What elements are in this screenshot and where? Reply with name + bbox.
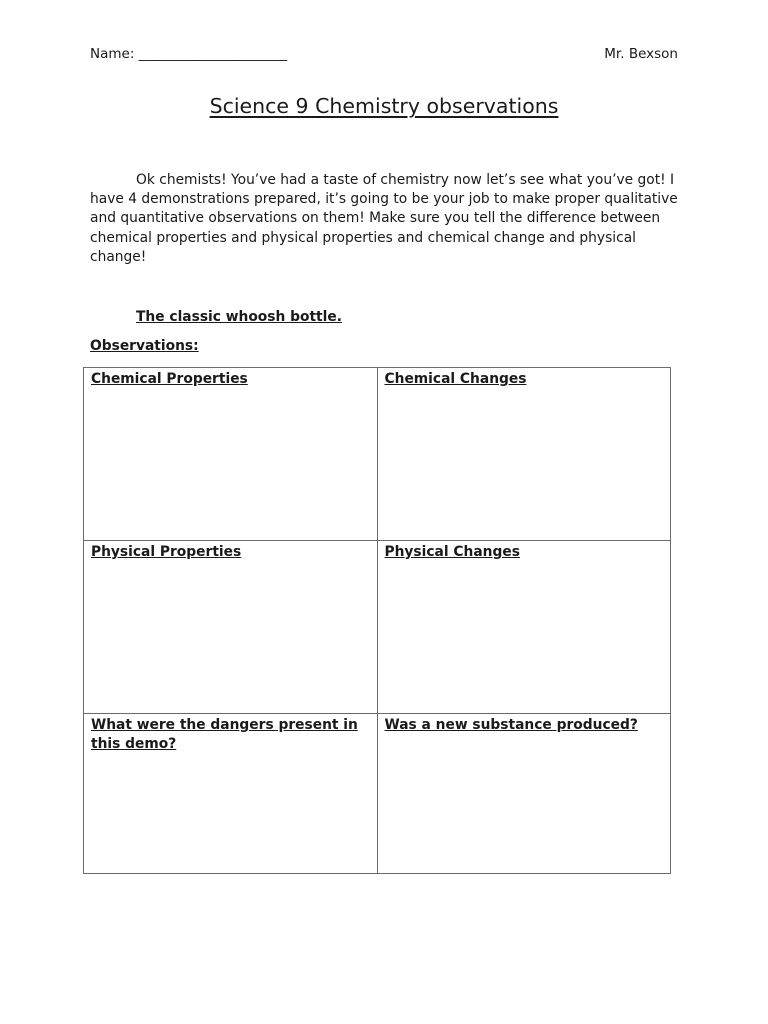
chemical-properties-heading: Chemical Properties xyxy=(91,371,248,387)
new-substance-heading: Was a new substance produced? xyxy=(384,717,638,733)
teacher-name: Mr. Bexson xyxy=(604,46,678,62)
physical-changes-heading: Physical Changes xyxy=(384,544,520,560)
dangers-heading: What were the dangers present in this demo? xyxy=(91,717,358,752)
header-row xyxy=(90,45,678,63)
physical-properties-heading: Physical Properties xyxy=(91,544,242,560)
new-substance-cell[interactable] xyxy=(377,714,671,874)
observations-table xyxy=(83,367,671,874)
physical-properties-cell[interactable] xyxy=(84,541,378,714)
page-title-text: Science 9 Chemistry observations xyxy=(209,94,559,118)
chemical-properties-cell[interactable] xyxy=(84,368,378,541)
physical-changes-cell[interactable] xyxy=(377,541,671,714)
table-row xyxy=(84,368,671,541)
intro-paragraph xyxy=(90,171,680,267)
demo-title: The classic whoosh bottle. xyxy=(136,309,342,325)
table-row xyxy=(84,714,671,874)
page-title xyxy=(0,92,768,120)
table-row xyxy=(84,541,671,714)
intro-text: Ok chemists! You’ve had a taste of chemistry now let’s see what you’ve got! I have 4 demonstrations prepared, it’s going to be your job to make proper qualitative and quantitative observations on them! Make sure you tell the difference between chemical properties and physical properties and chemical change and physical change! xyxy=(90,172,678,265)
name-field-label: Name: ______________________ xyxy=(90,46,288,62)
chemical-changes-heading: Chemical Changes xyxy=(384,371,527,387)
observations-label: Observations: xyxy=(90,338,199,354)
dangers-cell[interactable] xyxy=(84,714,378,874)
chemical-changes-cell[interactable] xyxy=(377,368,671,541)
